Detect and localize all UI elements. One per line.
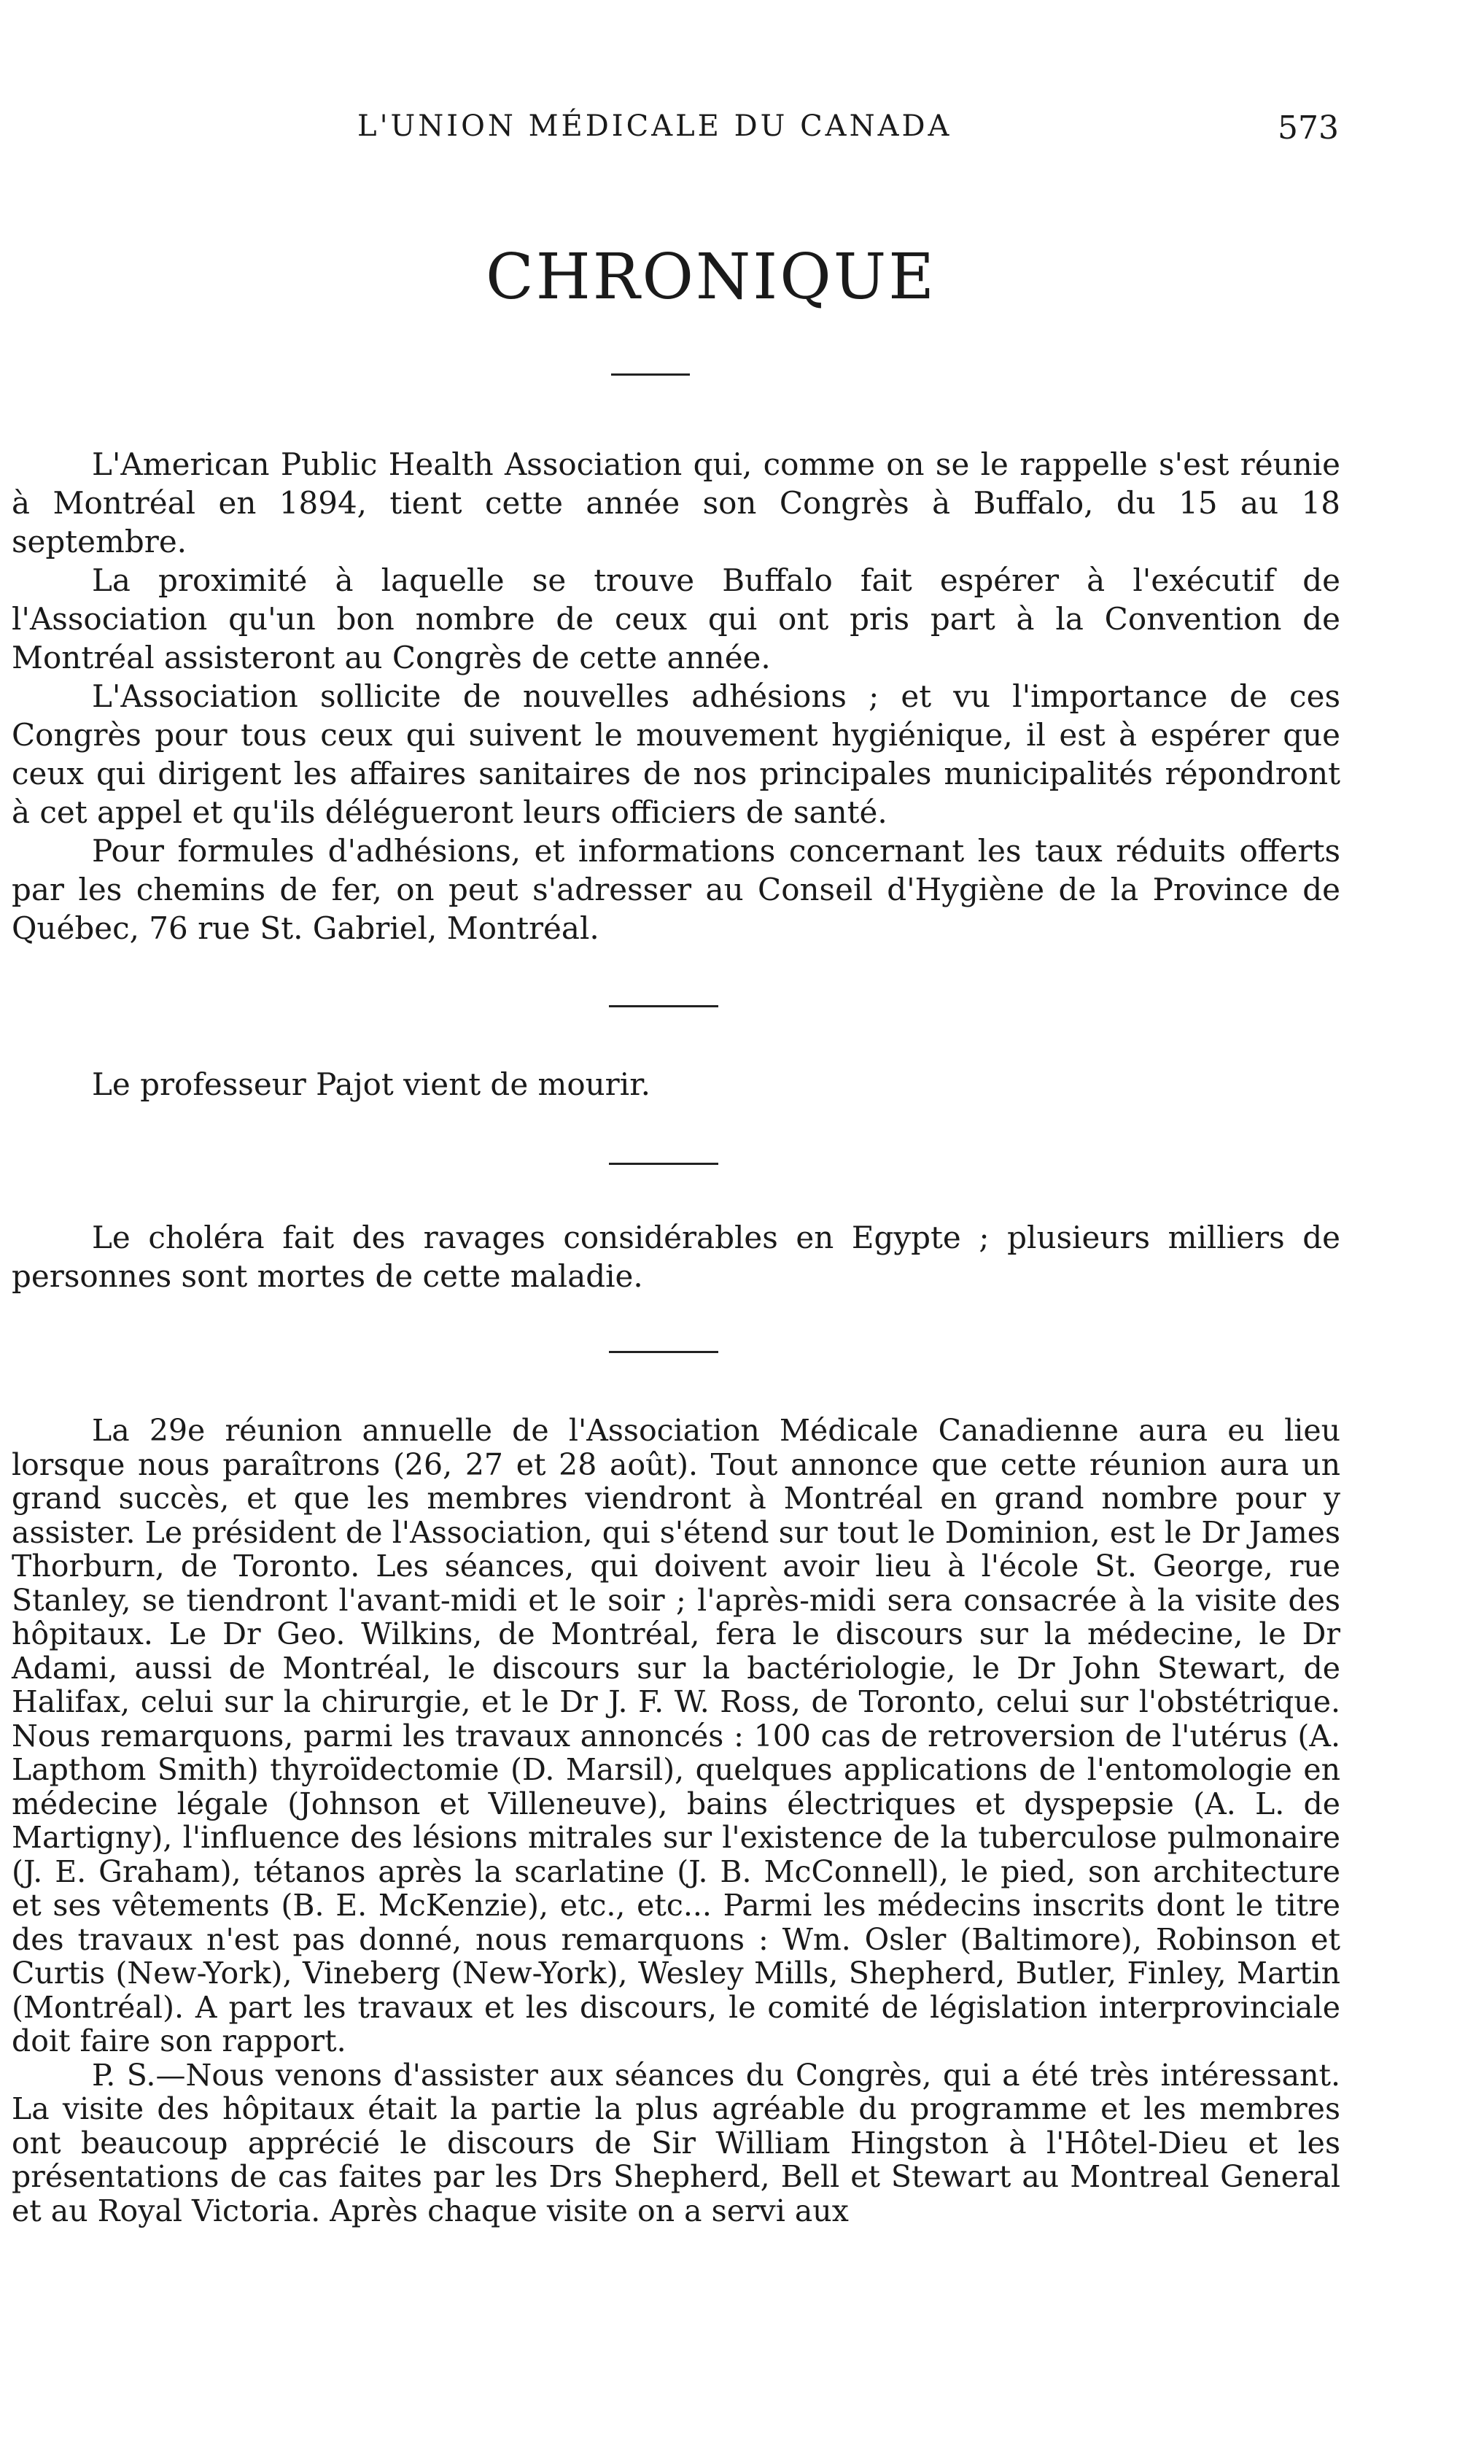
running-head: [0, 109, 1484, 153]
paragraph: L'American Public Health Association qui, comme on se le rappelle s'est réunie à Montréal en 1894, tient cette année son Congrès à Buffalo, du 15 au 18 septembre.: [12, 446, 1340, 559]
section-title: CHRONIQUE: [485, 241, 937, 314]
article-divider: [609, 1163, 718, 1165]
paragraph: La 29e réunion annuelle de l'Association Médicale Canadienne aura eu lieu lorsque nous paraîtrons (26, 27 et 28 août). Tout annonce que cette réunion aura un grand succès, et que les membres viendront à Montréal en grand nombre pour y assister. Le président de l'Association, qui s'étend sur tout le Dominion, est le Dr James Thorburn, de Toronto. Les séances, qui doivent avoir lieu à l'école St. George, rue Stanley, se tiendront l'avant-midi et le soir ; l'après-midi sera consacrée à la visite des hôpitaux. Le Dr Geo. Wilkins, de Montréal, fera le discours sur la médecine, le Dr Adami, aussi de Montréal, le discours sur la bactériologie, le Dr John Stewart, de Halifax, celui sur la chirurgie, et le Dr J. F. W. Ross, de Toronto, celui sur l'obstétrique. Nous remarquons, parmi les travaux annoncés : 100 cas de retroversion de l'utérus (A. Lapthom Smith) thyroïdectomie (D. Marsil), quelques applications de l'entomologie en médecine légale (Johnson et Villeneuve), bains électriques et dyspepsie (A. L. de Martigny), l'influence des lésions mitrales sur l'existence de la tuberculose pulmonaire (J. E. Graham), tétanos après la scarlatine (J. B. McConnell), le pied, son architecture et ses vêtements (B. E. McKenzie), etc., etc... Parmi les médecins inscrits dont le titre des travaux n'est pas donné, nous remarquons : Wm. Osler (Baltimore), Robinson et Curtis (New-York), Vineberg (New-York), Wesley Mills, Shepherd, Butler, Finley, Martin (Montréal). A part les travaux et les discours, le comité de législation interprovinciale doit faire son rapport.: [12, 1413, 1340, 2058]
paragraph: La proximité à laquelle se trouve Buffalo fait espérer à l'exécutif de l'Association qu'un bon nombre de ceux qui ont pris part à la Convention de Montréal assisteront au Congrès de cette année.: [12, 562, 1340, 675]
journal-title: L'UNION MÉDICALE DU CANADA: [357, 109, 952, 143]
paragraph: Pour formules d'adhésions, et informations concernant les taux réduits offerts par les chemins de fer, on peut s'adresser au Conseil d'Hygiène de la Province de Québec, 76 rue St. Gabriel, Montréal.: [12, 833, 1340, 946]
article-pajot: [12, 1065, 1340, 1104]
article-apha: [12, 445, 1340, 948]
article-divider: [609, 1005, 718, 1007]
postscript-paragraph: P. S.—Nous venons d'assister aux séances du Congrès, qui a été très intéressant. La visite des hôpitaux était la partie la plus agréable du programme et les membres ont beaucoup apprécié le discours de Sir William Hingston à l'Hôtel-Dieu et les présentations de cas faites par les Drs Shepherd, Bell et Stewart au Montreal General et au Royal Victoria. Après chaque visite on a servi aux: [12, 2057, 1340, 2228]
page-number: 573: [1278, 109, 1339, 147]
paragraph: Le choléra fait des ravages considérables en Egypte ; plusieurs milliers de personnes sont mortes de cette maladie.: [12, 1220, 1340, 1294]
article-cholera: [12, 1218, 1340, 1295]
article-divider: [609, 1351, 718, 1353]
paragraph: Le professeur Pajot vient de mourir.: [92, 1066, 651, 1102]
section-divider: [611, 373, 690, 376]
article-association-medicale: [12, 1414, 1340, 2228]
paragraph: L'Association sollicite de nouvelles adhésions ; et vu l'importance de ces Congrès pour tous ceux qui suivent le mouvement hygiénique, il est à espérer que ceux qui dirigent les affaires sanitaires de nos principales municipalités répondront à cet appel et qu'ils délégueront leurs officiers de santé.: [12, 678, 1340, 830]
